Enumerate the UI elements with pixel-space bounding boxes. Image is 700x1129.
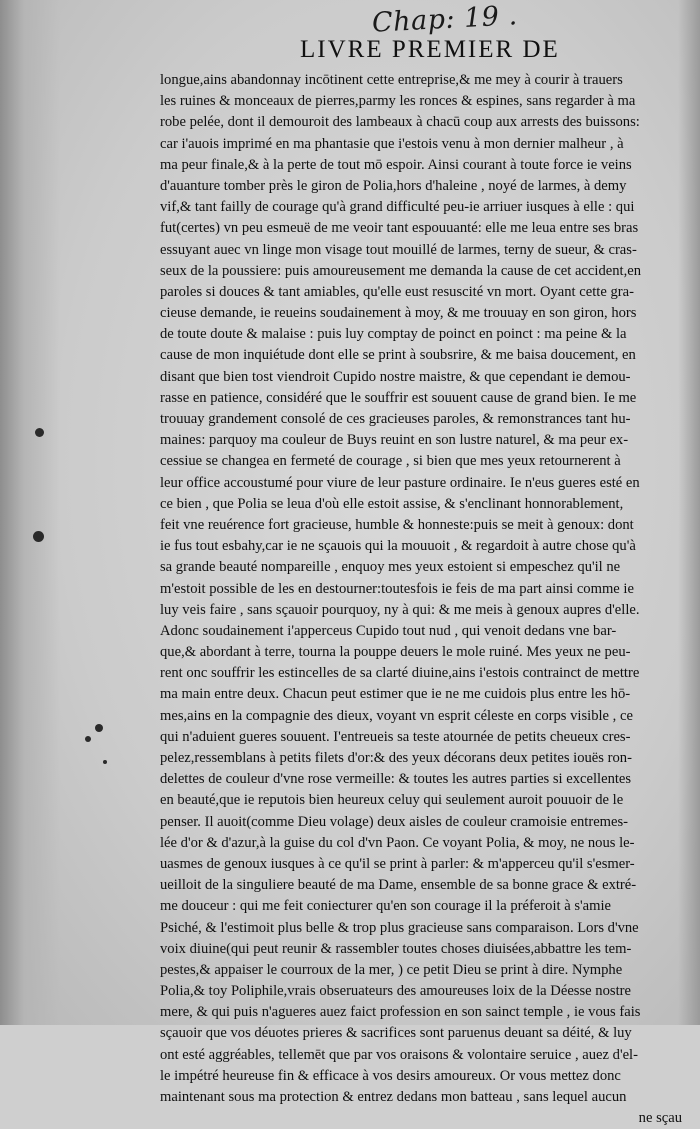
text-line: penser. Il auoit(comme Dieu volage) deux aisles de couleur cramoisie entremes- <box>160 813 629 830</box>
text-line: ma main entre deux. Chacun peut estimer que ie ne me cuidois plus entre les hō- <box>160 686 631 703</box>
catchword: ne sçau <box>638 1110 682 1127</box>
ink-spot <box>33 531 44 542</box>
text-line: pestes,& appaiser le courroux de la mer, ) ce petit Dieu se print à dire. Nymphe <box>160 961 623 978</box>
text-line: voix diuine(qui peut reunir & rassembler toutes choses diuisées,abbattre les tem- <box>160 940 632 957</box>
text-line: en beauté,que ie reputois bien heureux celuy qui seulement auroit pouuoir de le <box>160 792 624 809</box>
body-text <box>160 70 682 1129</box>
handwritten-chapter-note: Chap: 19 . <box>371 0 519 39</box>
running-head: LIVRE PREMIER DE <box>300 36 560 63</box>
text-line: robe pelée, dont il demouroit des lambeaux à chacū coup aux arrests des buissons: <box>160 114 640 131</box>
text-line: ont esté aggréables, tellemēt que par vos oraisons & volontaire seruice , auez d'el- <box>160 1046 638 1063</box>
text-line: cieuse demande, ie reueins soudainement à moy, & me trouuay en son giron, hors <box>160 305 637 322</box>
text-line: leur office accoustumé pour viure de leur pasture ordinaire. Ie n'eus gueres esté en <box>160 474 640 491</box>
ink-spot <box>95 724 103 732</box>
text-line: fut(certes) vn peu esmeuë de me veoir tant espouuanté: elle me leua entre ses bras <box>160 220 639 237</box>
text-line: ie fus tout esbahy,car ie ne sçauois qui la mouuoit , & regardoit à autre chose qu'à <box>160 538 636 555</box>
ink-spot <box>85 736 91 742</box>
text-line: Psiché, & l'estimoit plus belle & trop plus gracieuse sans comparaison. Lors d'vne <box>160 919 639 936</box>
ink-spot <box>103 760 107 764</box>
text-line: que,& abordant à terre, tourna la pouppe deuers le mole ruiné. Mes yeux ne peu- <box>160 644 631 661</box>
text-line: essuyant auec vn linge mon visage tout mouillé de larmes, terny de sueur, & cras- <box>160 241 637 258</box>
text-line: maintenant sous ma protection & entrez dedans mon batteau , sans lequel aucun <box>160 1089 627 1105</box>
text-line: les ruines & monceaux de pierres,parmy les ronces & espines, sans regarder à ma <box>160 93 636 110</box>
text-line: m'estoit possible de les en destourner:toutesfois ie feis de ma part ainsi comme ie <box>160 580 634 597</box>
text-line: cessiue se changea en fermeté de courage , si bien que mes yeux retournerent à <box>160 453 621 470</box>
text-line: longue,ains abandonnay incōtinent cette entreprise,& me mey à courir à trauers <box>160 72 623 88</box>
text-line: seux de la poussiere: puis amoureusement me demanda la cause de cet accident,en <box>160 262 641 279</box>
text-line: de toute doute & malaise : puis luy comptay de poinct en poinct : ma peine & la <box>160 326 627 343</box>
text-line: ma peur finale,& à la perte de tout mō espoir. Ainsi courant à toute force ie veins <box>160 156 632 173</box>
text-line: lée d'or & d'azur,à la guise du col d'vn Paon. Ce voyant Polia, & moy, ne nous le- <box>160 834 635 851</box>
text-line: delettes de couleur d'vne rose vermeille: & toutes les autres parties si excellentes <box>160 771 632 788</box>
text-line: mes,ains en la compagnie des dieux, voyant vn esprit céleste en corps visible , ce <box>160 707 633 724</box>
text-line: qui n'aduient gueres souuent. I'entreueis sa teste atournée de petits cheueux cres- <box>160 728 631 745</box>
text-line: d'auanture tomber près le giron de Polia,hors d'haleine , noyé de larmes, à demy <box>160 177 627 194</box>
text-line: le impétré heureuse fin & efficace à vos desirs amoureux. Or vous mettez donc <box>160 1067 621 1084</box>
binding-shadow <box>0 0 60 1025</box>
text-line: vif,& tant failly de courage qu'à grand difficulté peu-ie arriuer iusques à elle : qui <box>160 199 635 216</box>
text-line: Adonc soudainement i'apperceus Cupido tout nud , qui venoit dedans vne bar- <box>160 622 617 639</box>
text-line: feit vne reuérence fort gracieuse, humble & honneste:puis se meit à genoux: dont <box>160 516 634 533</box>
text-line: Polia,& toy Poliphile,vrais obseruateurs des amoureuses loix de la Déesse nostre <box>160 983 631 1000</box>
text-line: luy veis faire , sans sçauoir pourquoy, ny à qui: & me meis à genoux aupres d'elle. <box>160 601 640 618</box>
text-line: maines: parquoy ma couleur de Buys reuint en son lustre naturel, & ma peur ex- <box>160 432 629 449</box>
text-line: paroles si douces & tant amiables, qu'elle eust resuscité vn mort. Oyant cette gra- <box>160 283 634 300</box>
text-line: sçauoir que vos déuotes prieres & sacrifices sont paruenus deuant sa déité, & luy <box>160 1025 632 1042</box>
text-line: pelez,ressemblans à petits filets d'or:& des yeux décorans deux petites iouës ron- <box>160 750 632 766</box>
text-line: uasmes de genoux iusques à ce qu'il se print à parler: & m'apperceu qu'il s'esmer- <box>160 855 635 872</box>
text-line: sa grande beauté nompareille , enquoy mes yeux estoient si empeschez qu'il ne <box>160 559 621 576</box>
text-line: car i'auois imprimé en ma phantasie que i'estois venu à mon dernier malheur , à <box>160 135 624 152</box>
text-line: ueilloit de la singuliere beauté de ma Dame, ensemble de sa bonne grace & extré- <box>160 877 637 894</box>
text-line: cause de mon inquiétude dont elle se print à soubsrire, & me baisa doucement, en <box>160 347 636 364</box>
text-line: trouuay grandement consolé de ces gracieuses paroles, & remonstrances tant hu- <box>160 411 631 427</box>
text-line: rent onc souffrir les estincelles de sa clarté diuine,ains i'estois contrainct de mettre <box>160 665 640 682</box>
text-line: mere, & qui puis n'agueres auez faict profession en son sainct temple , ie vous fais <box>160 1004 641 1021</box>
text-line: me douceur : qui me feit coniecturer qu'en son courage il la préferoit à s'amie <box>160 898 611 915</box>
text-line: ce bien , que Polia se leua d'où elle estoit assise, & s'enclinant honnorablement, <box>160 495 624 512</box>
ink-spot <box>35 428 44 437</box>
text-line: disant que bien tost viendroit Cupido nostre maistre, & que cependant ie demou- <box>160 368 631 385</box>
text-line: rasse en patience, considéré que le souffrir est souuent cause de grand bien. Ie me <box>160 389 637 406</box>
